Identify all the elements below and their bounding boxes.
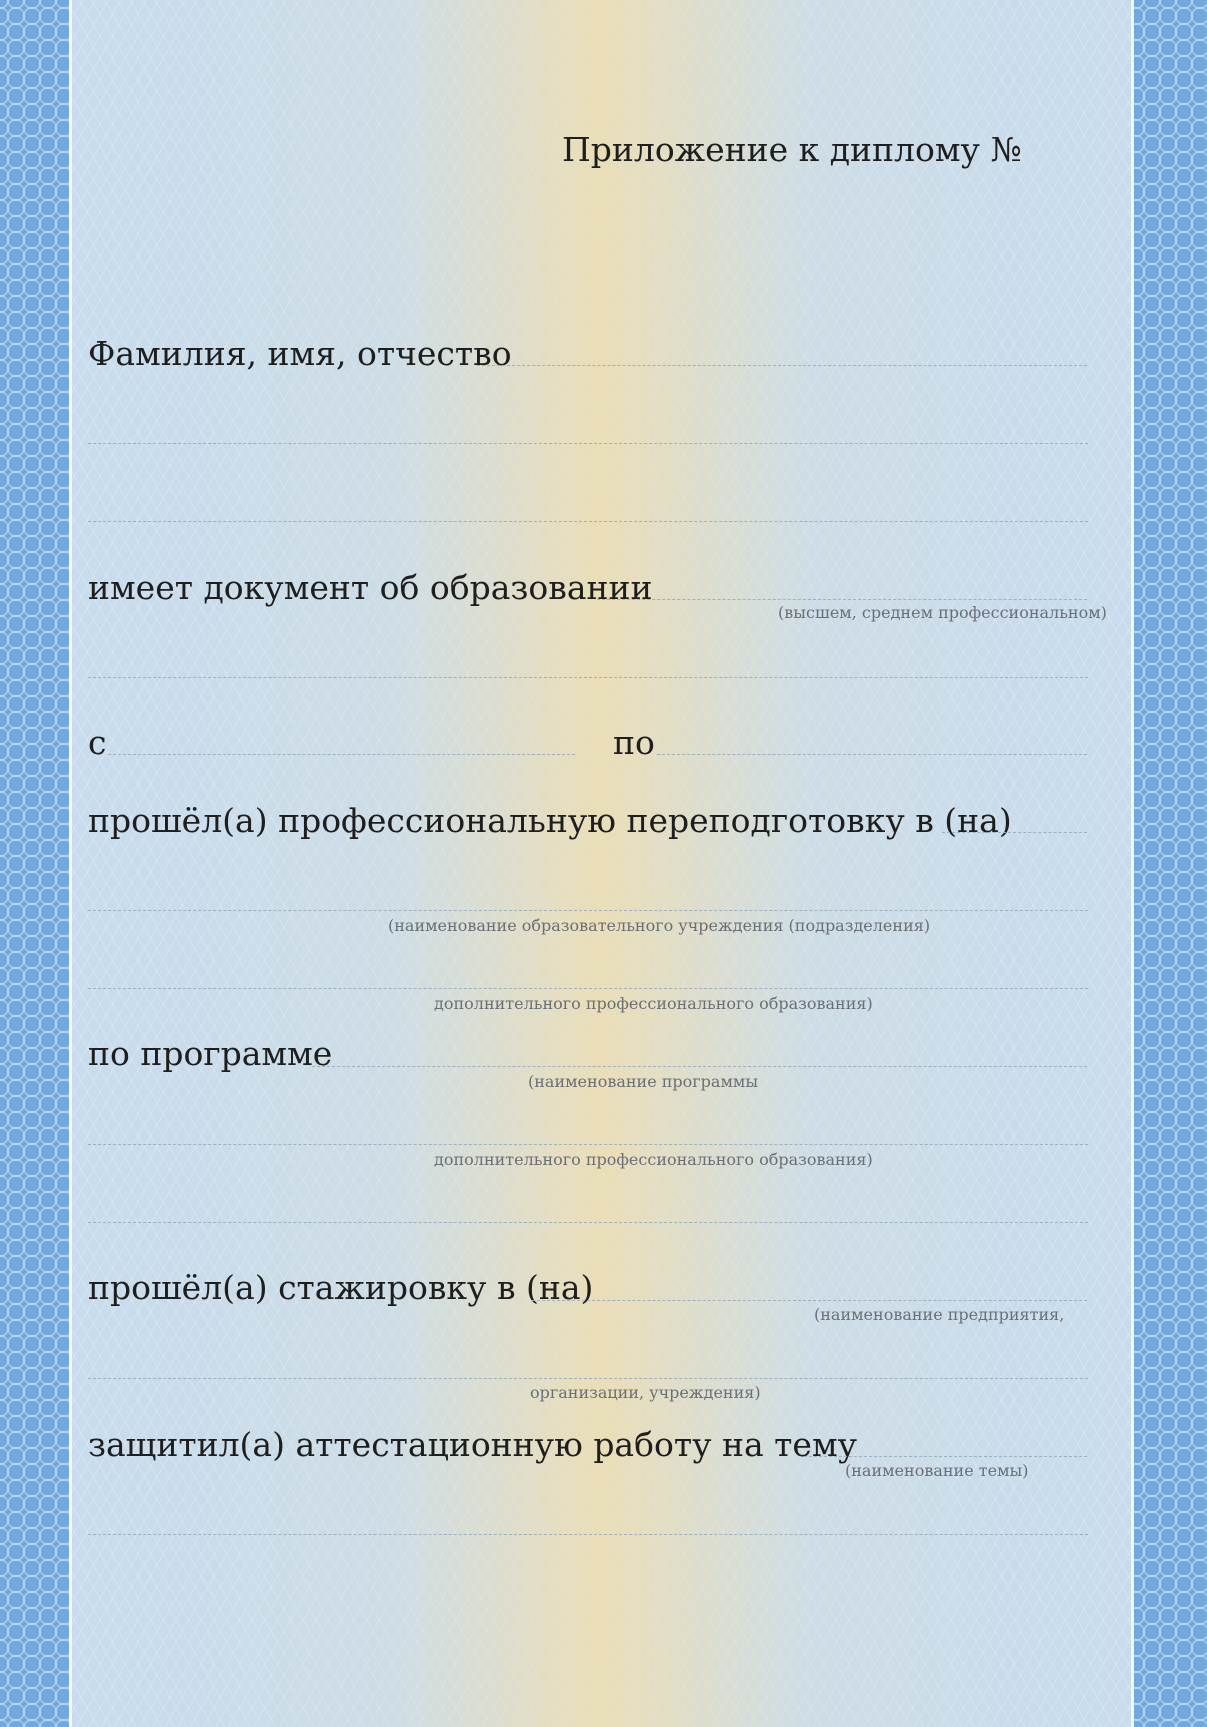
internship-line[interactable] [532,1300,1087,1301]
internship-hint-1: (наименование предприятия, [814,1305,1065,1324]
to-date-line[interactable] [657,754,1087,755]
thesis-line[interactable] [804,1456,1087,1457]
full-name-line-3[interactable] [88,521,1088,522]
internship-line-2[interactable] [88,1378,1088,1379]
page-title: Приложение к диплому № [562,130,1022,169]
internship-hint-2: организации, учреждения) [530,1383,761,1402]
institution-line-2[interactable] [88,988,1088,989]
program-line-3[interactable] [88,1222,1088,1223]
thesis-line-2[interactable] [88,1534,1088,1535]
full-name-line-2[interactable] [88,443,1088,444]
institution-hint-1: (наименование образовательного учреждения (подразделения) [388,916,931,935]
education-label: имеет документ об образовании [88,568,653,607]
right-border-line [1131,0,1134,1727]
thesis-hint: (наименование темы) [845,1461,1029,1480]
education-hint: (высшем, среднем профессиональном) [778,603,1107,622]
program-line-2[interactable] [88,1144,1088,1145]
institution-line[interactable] [88,910,1088,911]
retraining-line[interactable] [942,832,1087,833]
education-line[interactable] [597,599,1087,600]
full-name-line[interactable] [477,365,1087,366]
thesis-label: защитил(а) аттестационную работу на тему [88,1425,858,1464]
retraining-label: прошёл(а) профессиональную переподготовку в (на) [88,801,1012,840]
program-hint-2: дополнительного профессионального образования) [434,1150,873,1169]
from-label: с [88,723,107,762]
from-date-line[interactable] [108,754,575,755]
program-line[interactable] [312,1066,1087,1067]
program-hint-1: (наименование программы [528,1072,759,1091]
institution-hint-2: дополнительного профессионального образования) [434,994,873,1013]
full-name-label: Фамилия, имя, отчество [88,334,512,373]
program-label: по программе [88,1034,333,1073]
education-line-2[interactable] [88,677,1088,678]
diploma-appendix-form [72,0,1131,1727]
internship-label: прошёл(а) стажировку в (на) [88,1268,594,1307]
to-label: по [613,723,655,762]
